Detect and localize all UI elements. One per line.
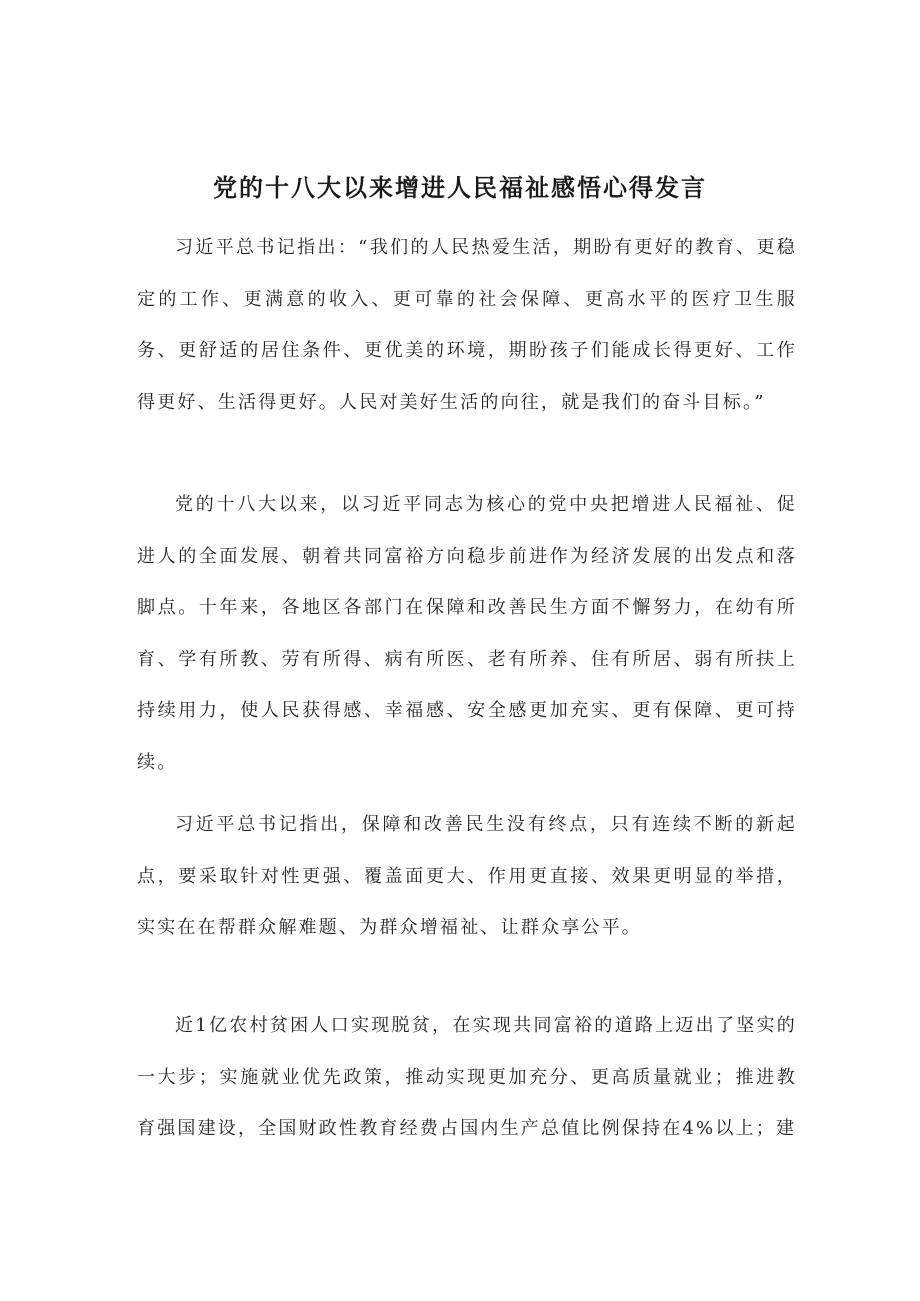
paragraph-3: 习近平总书记指出，保障和改善民生没有终点，只有连续不断的新起点，要采取针对性更强、覆盖面更大、作用更直接、效果更明显的举措，实实在在帮群众解难题、为群众增福祉、让群众享公平。: [137, 814, 797, 938]
paragraph-1: 习近平总书记指出：“我们的人民热爱生活，期盼有更好的教育、更稳定的工作、更满意的收入、更可靠的社会保障、更高水平的医疗卫生服务、更舒适的居住条件、更优美的环境，期盼孩子们能成长得更好、工作得更好、生活得更好。人民对美好生活的向往，就是我们的奋斗目标。”: [137, 237, 797, 413]
paragraph-2: 党的十八大以来，以习近平同志为核心的党中央把增进人民福祉、促进人的全面发展、朝着共同富裕方向稳步前进作为经济发展的出发点和落脚点。十年来，各地区各部门在保障和改善民生方面不懈努力，在幼有所育、学有所教、劳有所得、病有所医、老有所养、住有所居、弱有所扶上持续用力，使人民获得感、幸福感、安全感更加充实、更有保障、更可持续。: [137, 494, 797, 773]
paragraph-4: 近1亿农村贫困人口实现脱贫，在实现共同富裕的道路上迈出了坚实的一大步；实施就业优先政策，推动实现更加充分、更高质量就业；推进教育强国建设，全国财政性教育经费占国内生产总值比例保持在4%以上；建: [137, 1015, 797, 1139]
document-title: 党的十八大以来增进人民福祉感悟心得发言: [213, 173, 707, 203]
